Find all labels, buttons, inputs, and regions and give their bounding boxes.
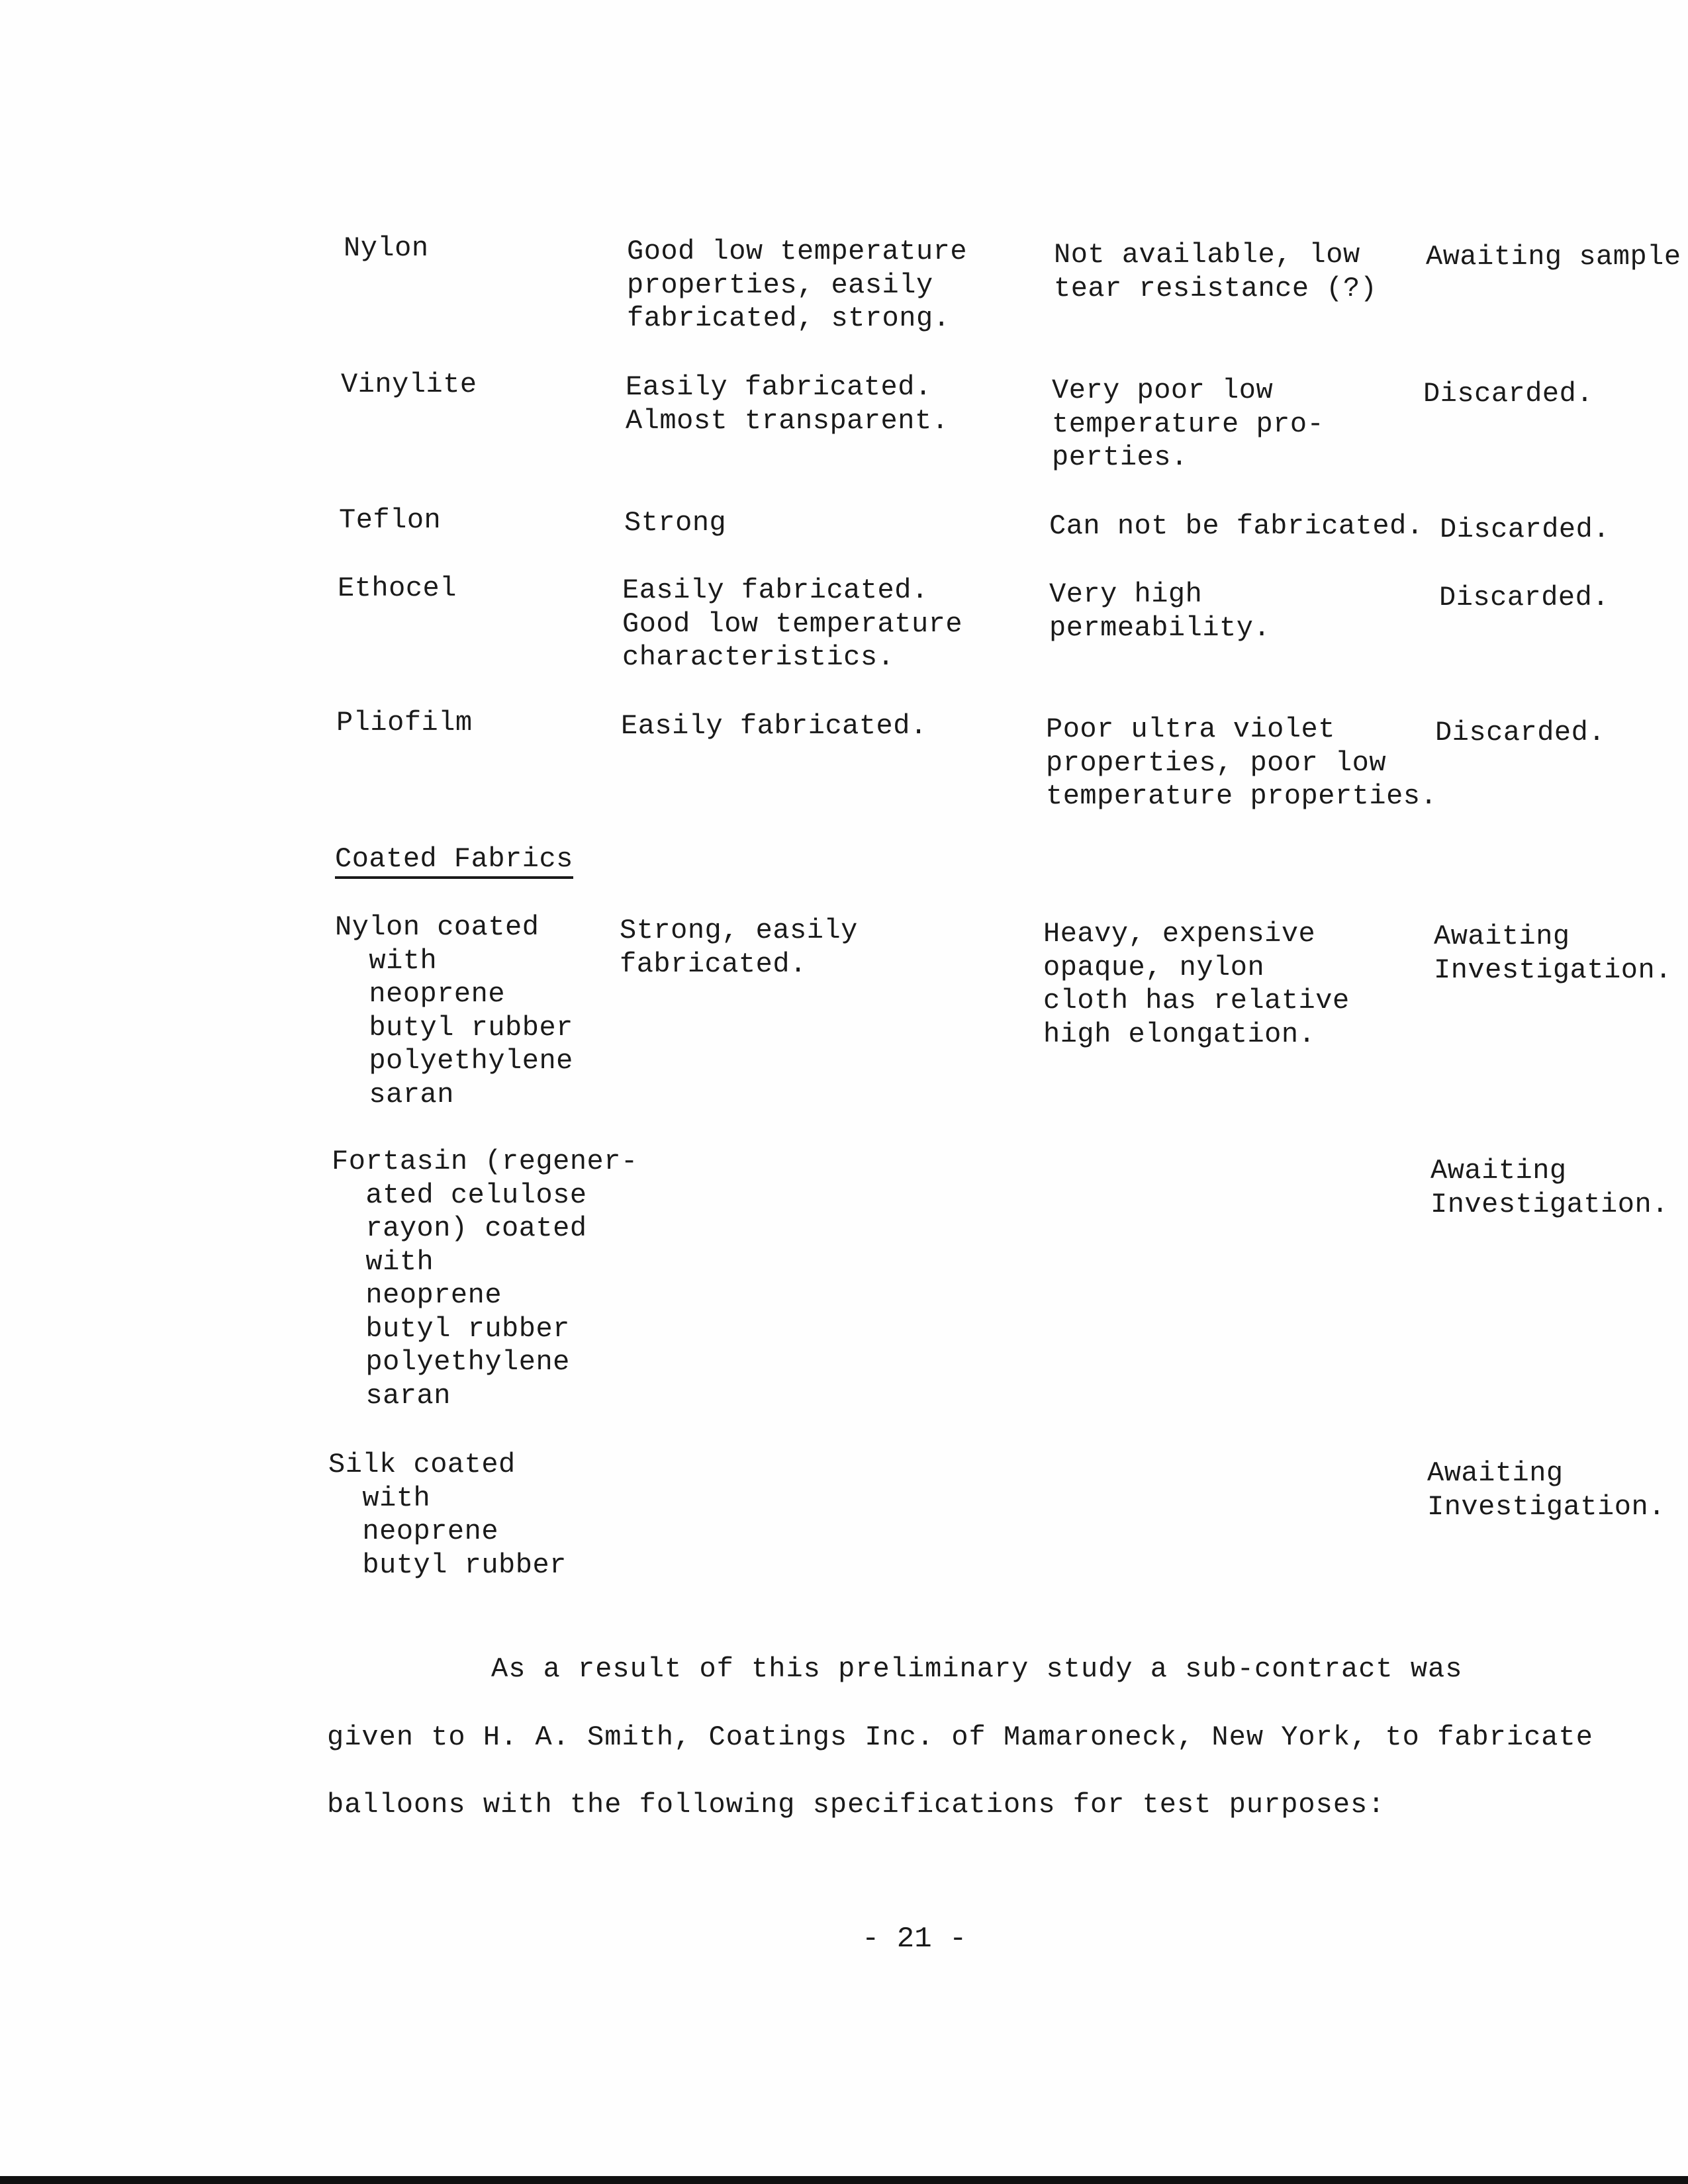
material-advantages: Good low temperature properties, easily fabricated, strong.	[627, 236, 968, 334]
material-advantages: Easily fabricated.	[621, 710, 927, 742]
fabric-status: Awaiting Investigation.	[1434, 921, 1672, 986]
material-disadvantages: Not available, low tear resistance (?)	[1054, 239, 1378, 304]
material-name: Pliofilm	[336, 707, 473, 739]
material-advantages: Easily fabricated. Good low temperature characteristics.	[622, 574, 963, 673]
material-status: Discarded.	[1439, 582, 1610, 614]
fabric-name: Silk coated with neoprene butyl rubber	[328, 1449, 567, 1581]
material-status: Discarded.	[1440, 514, 1611, 545]
fabric-status: Awaiting Investigation.	[1430, 1155, 1669, 1220]
fabric-name: Nylon coated with neoprene butyl rubber polyethylene saran	[335, 911, 573, 1111]
material-status: Awaiting sample	[1426, 241, 1681, 273]
material-disadvantages: Poor ultra violet properties, poor low temperature properties.	[1046, 713, 1438, 812]
material-advantages: Strong	[624, 507, 727, 539]
fabric-status: Awaiting Investigation.	[1427, 1457, 1665, 1523]
fabric-advantages: Strong, easily fabricated.	[620, 915, 858, 980]
material-disadvantages: Very poor low temperature pro- perties.	[1052, 375, 1325, 473]
material-name: Nylon	[344, 232, 429, 264]
material-disadvantages: Can not be fabricated.	[1049, 510, 1424, 542]
material-name: Ethocel	[338, 572, 457, 604]
paragraph-line: As a result of this preliminary study a sub-contract was	[491, 1653, 1463, 1685]
material-disadvantages: Very high permeability.	[1049, 578, 1271, 644]
material-status: Discarded.	[1435, 717, 1606, 749]
section-heading: Coated Fabrics	[335, 842, 573, 879]
paragraph-line: given to H. A. Smith, Coatings Inc. of Mamaroneck, New York, to fabricate	[327, 1721, 1593, 1753]
fabric-disadvantages: Heavy, expensive opaque, nylon cloth has relative high elongation.	[1043, 918, 1350, 1050]
paragraph-line: balloons with the following specifications for test purposes:	[327, 1789, 1385, 1821]
material-advantages: Easily fabricated. Almost transparent.	[626, 371, 949, 437]
material-name: Teflon	[339, 504, 442, 536]
fabric-name: Fortasin (regener- ated celulose rayon) coated with neoprene butyl rubber polyethylene saran	[332, 1146, 638, 1412]
scan-edge	[0, 2176, 1688, 2184]
material-name: Vinylite	[341, 369, 477, 400]
material-status: Discarded.	[1423, 378, 1594, 410]
page-number: - 21 -	[862, 1923, 967, 1956]
